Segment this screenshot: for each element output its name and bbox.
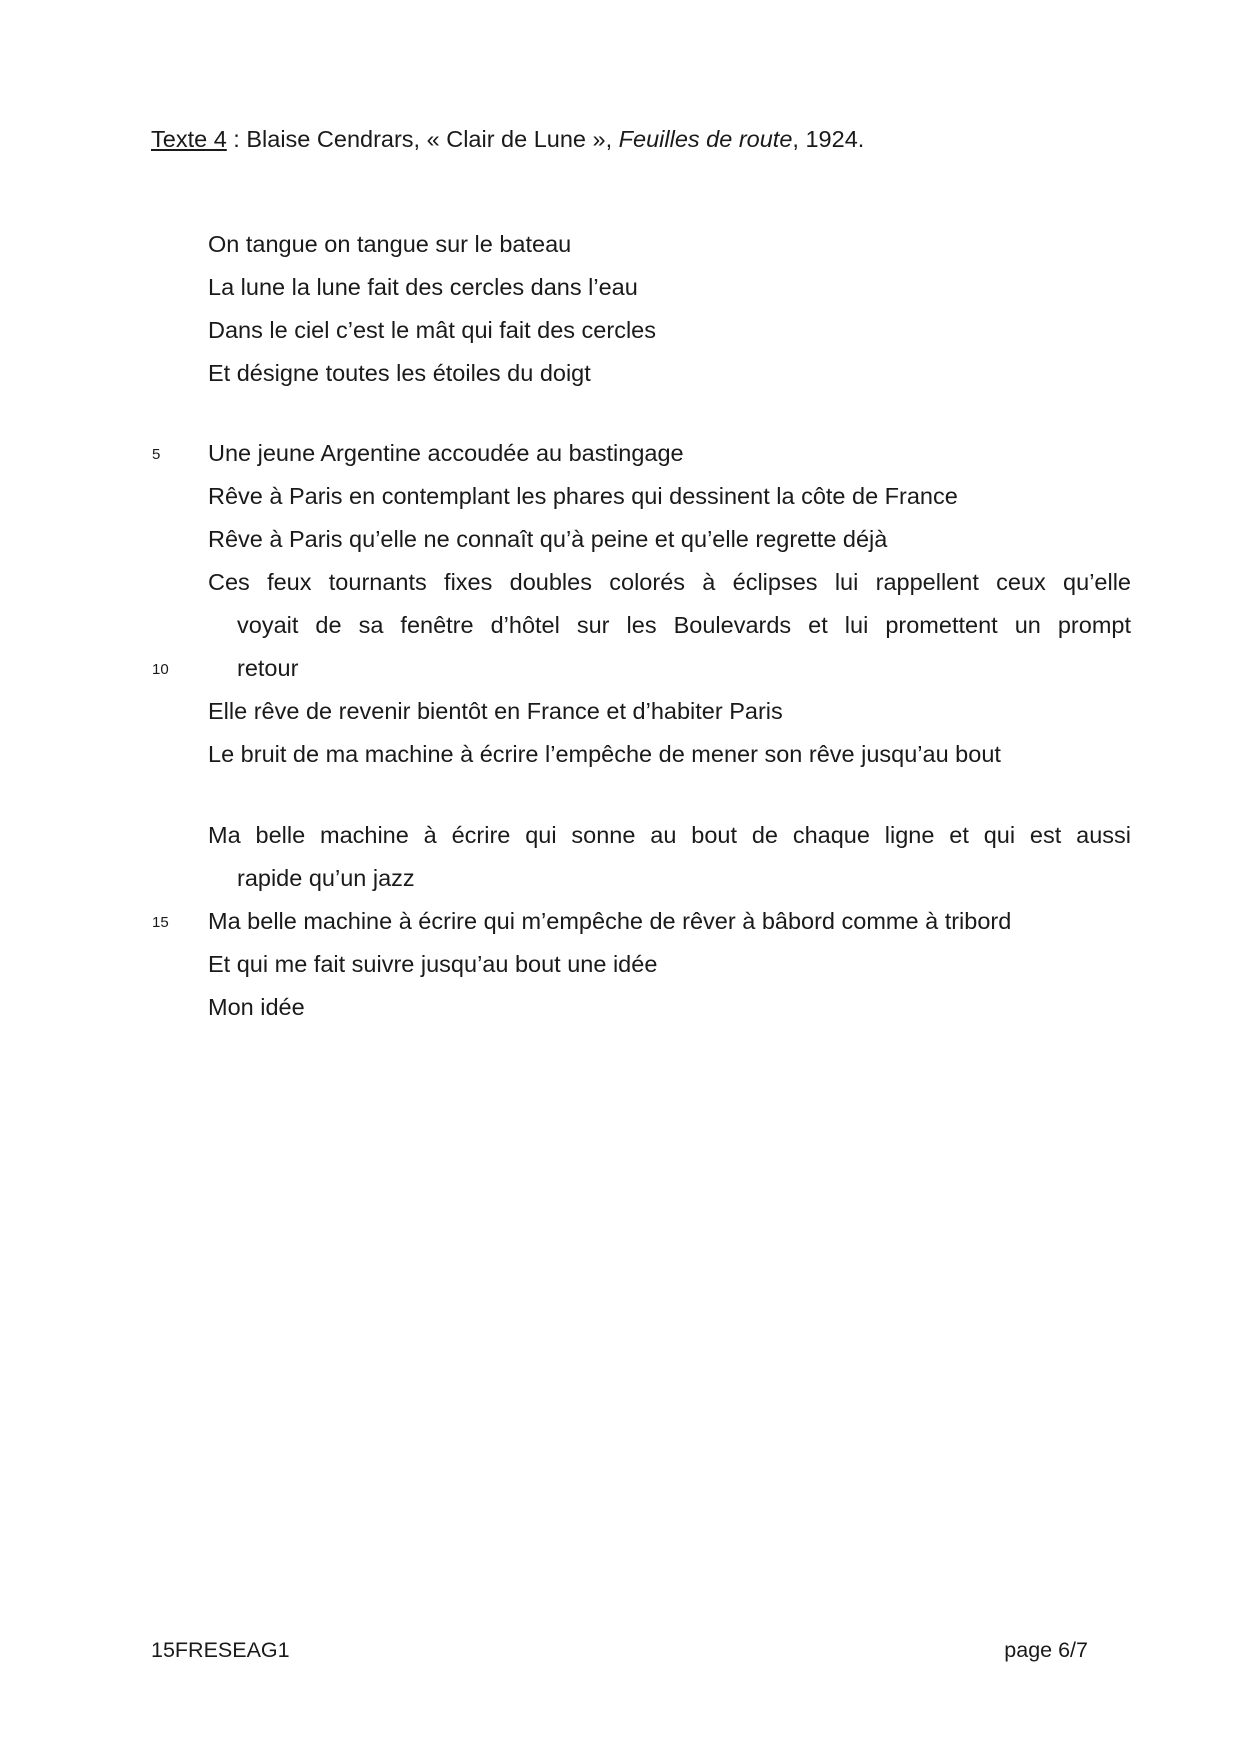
poem-line: Rêve à Paris qu’elle ne connaît qu’à peine et qu’elle regrette déjà <box>208 526 888 552</box>
poem-line: Une jeune Argentine accoudée au bastingage <box>208 440 684 466</box>
page-number: page 6/7 <box>1004 1638 1088 1662</box>
poem-line: Le bruit de ma machine à écrire l’empêche de mener son rêve jusqu’au bout <box>208 741 1001 767</box>
poem-line: Rêve à Paris en contemplant les phares qui dessinent la côte de France <box>208 483 958 509</box>
poem-line-continuation: voyait de sa fenêtre d’hôtel sur les Boulevards et lui promettent un prompt <box>237 612 1131 638</box>
author-and-title: Blaise Cendrars, « Clair de Lune », <box>246 126 619 152</box>
poem-line: Ma belle machine à écrire qui sonne au bout de chaque ligne et qui est aussi <box>208 822 1131 848</box>
poem-line: Et désigne toutes les étoiles du doigt <box>208 360 591 386</box>
poem-line: Ces feux tournants fixes doubles colorés à éclipses lui rappellent ceux qu’elle <box>208 569 1131 595</box>
line-number: 5 <box>152 446 161 463</box>
poem-line: Dans le ciel c’est le mât qui fait des cercles <box>208 317 656 343</box>
poem-line: Et qui me fait suivre jusqu’au bout une idée <box>208 951 658 977</box>
line-number: 10 <box>152 661 169 678</box>
poem-line: La lune la lune fait des cercles dans l’eau <box>208 274 638 300</box>
work-title: Feuilles de route <box>618 126 793 152</box>
text-label: Texte 4 <box>151 126 227 152</box>
heading-separator: : <box>226 126 247 152</box>
poem-line: Elle rêve de revenir bientôt en France et d’habiter Paris <box>208 698 783 724</box>
text-heading <box>151 124 864 154</box>
poem-line: Ma belle machine à écrire qui m’empêche de rêver à bâbord comme à tribord <box>208 908 1012 934</box>
poem-line: On tangue on tangue sur le bateau <box>208 231 572 257</box>
poem-line: Mon idée <box>208 994 305 1020</box>
publication-year: , 1924. <box>792 126 865 152</box>
document-code: 15FRESEAG1 <box>151 1638 290 1662</box>
poem-line-continuation: retour <box>237 655 299 681</box>
poem-line-continuation: rapide qu’un jazz <box>237 865 415 891</box>
line-number: 15 <box>152 914 169 931</box>
